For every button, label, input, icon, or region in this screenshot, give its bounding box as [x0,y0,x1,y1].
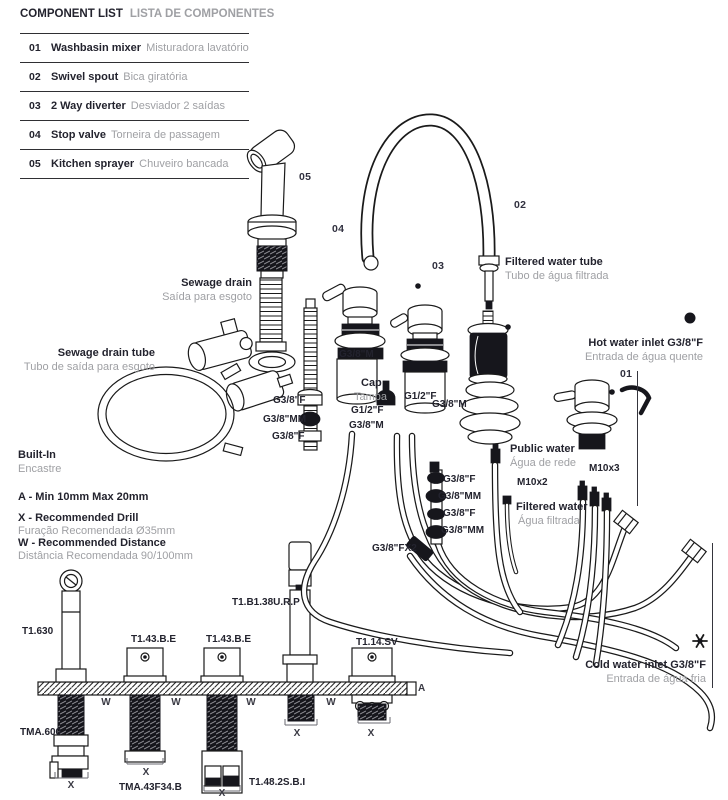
title-en: COMPONENT LIST [20,8,123,20]
code-t1630: T1.630 [22,626,54,637]
callout-01: 01 [620,368,633,380]
code-t143be-1: T1.43.B.E [131,634,177,645]
note-x-en: X - Recommended Drill [18,512,139,524]
component-03-en: 2 Way diverter [51,100,126,112]
public-water-en: Public water [510,443,575,455]
component-04-pt: Torneira de passagem [111,129,220,141]
dim-x-2: X [142,767,150,778]
dim-x-5: X [367,728,375,739]
dim-x-1: X [67,780,75,791]
fit-g38m-low: G3/8"M [349,420,384,431]
fit-fx2: G3/8"FX2 [372,543,417,554]
component-02-num: 02 [29,71,41,83]
filtered-tube-pt: Tubo de água filtrada [505,270,609,282]
part-dot-handle [609,389,615,395]
fit-col-mm: G3/8"MM [263,414,307,425]
note-x-pt: Furação Recomendada Ø35mm [18,525,176,537]
cap-en: Cap [361,377,382,389]
dim-w-1: W [101,697,111,708]
component-row-02 [20,62,249,91]
code-t1b138urp: T1.B1.38U.R.P [232,597,300,608]
component-03-num: 03 [29,100,41,112]
allen-key-drawing [622,388,649,413]
cold-inlet-pt: Entrada de água fria [606,673,706,685]
component-03-pt: Desviador 2 saídas [130,100,225,112]
note-a: A - Min 10mm Max 20mm [18,491,149,503]
sewage-drain-tube-drawing [98,364,243,461]
sewage-drain-en: Sewage drain [181,277,252,289]
sewage-tube-pt: Tubo de saída para esgoto [23,361,155,373]
component-row-05 [20,149,249,178]
component-list-table [20,33,249,179]
built-in-pt: Encastre [18,463,62,475]
component-04-num: 04 [29,129,41,141]
fit-col-f2: G3/8"F [272,431,305,442]
callout-04: 04 [332,223,345,235]
sewage-tube-en: Sewage drain tube [57,347,155,359]
fit-m10x2: M10x2 [517,477,548,488]
component-05-pt: Chuveiro bancada [139,158,229,170]
stop-valve-drawing [321,283,388,404]
valve-t143be-2-drawing [201,648,243,793]
callout-05: 05 [299,171,312,183]
component-01-num: 01 [29,42,41,54]
fit-g38m-top: G3/8"M [339,349,374,360]
kitchen-sprayer-drawing [243,127,298,278]
public-water-tube-drawing [491,444,520,612]
page-title [20,8,274,20]
filtered-water-tube-drawing [503,496,516,572]
code-tma43f34b: TMA.43F34.B [119,782,182,793]
sewage-drain-pt: Saída para esgoto [162,291,252,303]
dim-w-4: W [326,697,336,708]
note-w-en: W - Recommended Distance [18,537,166,549]
fit-m10x3: M10x3 [589,463,620,474]
cold-inlet-en: Cold water inlet G3/8"F [585,659,706,671]
component-04-en: Stop valve [51,129,107,141]
fit-r-mm2: G3/8"MM [441,525,485,536]
public-water-pt: Água de rede [510,457,577,469]
code-tma600: TMA.600 [20,727,62,738]
valve-t1630-drawing [50,570,88,778]
dim-x-4: X [293,728,301,739]
valve-t143be-1-drawing [124,648,166,764]
fit-g38m-right: G3/8"M [432,399,467,410]
component-01-pt: Misturadora lavatório [146,42,249,54]
fit-g12f-left: G1/2"F [351,405,384,416]
filtered-water-pt: Água filtrada [518,515,580,527]
hot-inlet-en: Hot water inlet G3/8"F [588,337,703,349]
dim-w-3: W [246,697,256,708]
component-row-01 [20,33,249,62]
note-w-pt: Distância Recomendada 90/100mm [18,550,193,562]
handle-drawing [553,380,617,449]
component-01-en: Washbasin mixer [51,42,142,54]
fit-r-f2: G3/8"F [443,508,476,519]
part-dot-filter [505,324,511,330]
component-row-03 [20,91,249,120]
fit-col-f1: G3/8"F [273,395,306,406]
hot-dot-icon [685,313,696,324]
fit-g12f-top: G1/2"F [404,391,437,402]
part-dot-diverter [415,283,421,289]
cap-pt: Tampa [354,391,388,403]
filtered-tube-en: Filtered water tube [505,256,603,268]
component-05-num: 05 [29,158,41,170]
fit-r-mm1: G3/8"MM [438,491,482,502]
code-t143be-2: T1.43.B.E [206,634,252,645]
m10x3-tubes-drawing [558,481,611,664]
snowflake-icon [693,635,707,647]
component-row-04 [20,120,249,149]
component-02-pt: Bica giratória [123,71,188,83]
filter-cartridge-drawing [460,311,520,444]
code-t1482sbi: T1.48.2S.B.I [249,777,306,788]
hot-inlet-pt: Entrada de água quente [584,351,703,363]
title-pt: LISTA DE COMPONENTES [129,8,275,20]
callout-02: 02 [514,199,527,211]
filtered-water-en: Filtered water [516,501,588,513]
component-02-en: Swivel spout [51,71,119,83]
component-05-en: Kitchen sprayer [51,158,135,170]
countertop-section [38,682,416,695]
sewage-drain-drawing [249,278,322,450]
dim-x-3: X [218,788,226,799]
swivel-spout-drawing [364,120,499,309]
diverter-drawing [377,305,449,413]
fit-r-f1: G3/8"F [443,474,476,485]
dim-w-2: W [171,697,181,708]
built-in-en: Built-In [18,449,56,461]
code-t114sv: T1.14.SV [356,637,398,648]
callout-03: 03 [432,260,445,272]
dim-a: A [418,683,426,694]
